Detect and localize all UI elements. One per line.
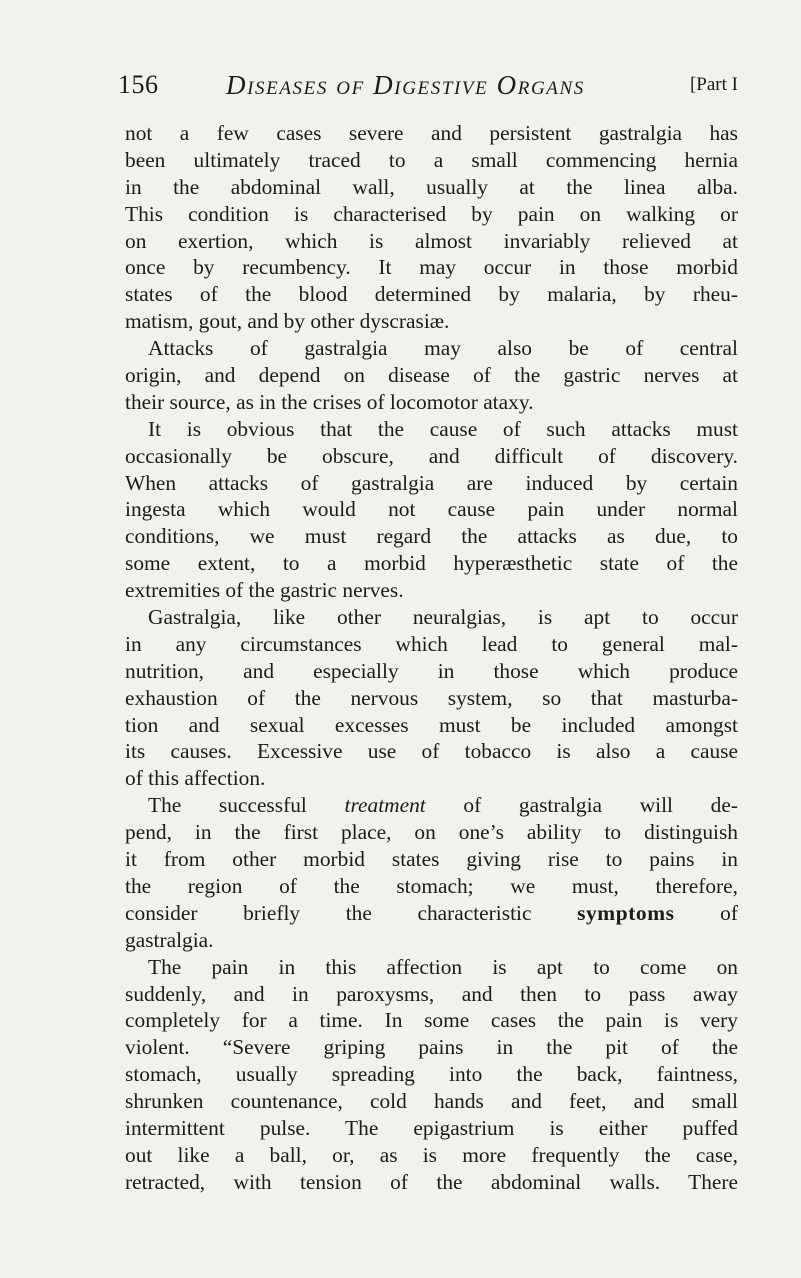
book-title: Diseases of Digestive Organs — [226, 70, 585, 100]
text-line: on exertion, which is almost invariably relieved at — [125, 228, 738, 253]
text-line: retracted, with tension of the abdominal walls. There — [125, 1169, 738, 1194]
text-line: its causes. Excessive use of tobacco is also a cause — [125, 739, 738, 764]
text-line: not a few cases severe and persistent gastralgia has — [125, 121, 738, 145]
text-line: in any circumstances which lead to general mal- — [125, 631, 738, 656]
text-line: completely for a time. In some cases the pain is very — [125, 1008, 738, 1033]
bold-term-symptoms: symptoms — [577, 900, 675, 925]
paragraph-start: It is obvious that the cause of such attacks must — [148, 416, 738, 441]
text-line: conditions, we must regard the attacks as due, to — [125, 524, 738, 549]
text-run: consider briefly the characteristic — [125, 900, 578, 925]
text-line: shrunken countenance, cold hands and feet, and small — [125, 1089, 738, 1114]
running-head — [118, 70, 738, 110]
part-label: [Part I — [689, 74, 738, 95]
paragraph-start: Gastralgia, like other neuralgias, is apt to occur — [148, 605, 738, 630]
paragraph-start: Attacks of gastralgia may also be of central — [148, 336, 738, 361]
text-line: matism, gout, and by other dyscrasiæ. — [125, 309, 450, 334]
text-line: gastralgia. — [125, 927, 214, 952]
page-number: 156 — [118, 70, 159, 99]
text-line: stomach, usually spreading into the back, faintness, — [125, 1062, 738, 1087]
text-line: nutrition, and especially in those which produce — [125, 658, 738, 683]
text-line: violent. “Severe griping pains in the pit of the — [125, 1035, 738, 1060]
text-line: extremities of the gastric nerves. — [125, 578, 404, 603]
text-line: intermittent pulse. The epigastrium is either puffed — [125, 1115, 738, 1140]
text-line: been ultimately traced to a small commencing hernia — [125, 147, 738, 172]
text-line: origin, and depend on disease of the gastric nerves at — [125, 363, 738, 388]
text-line: in the abdominal wall, usually at the linea alba. — [125, 174, 738, 199]
text-line: suddenly, and in paroxysms, and then to pass away — [125, 981, 738, 1006]
text-line: out like a ball, or, as is more frequently the case, — [125, 1142, 738, 1167]
text-line — [125, 900, 738, 927]
text-line: When attacks of gastralgia are induced by certain — [125, 470, 738, 495]
text-line: pend, in the first place, on one’s ability to distinguish — [125, 820, 738, 845]
text-line: the region of the stomach; we must, therefore, — [125, 873, 738, 898]
text-run: of — [674, 900, 738, 925]
body-text — [125, 120, 738, 1196]
text-line: This condition is characterised by pain on walking or — [125, 201, 738, 226]
text-line: exhaustion of the nervous system, so that masturba- — [125, 685, 738, 710]
text-line: their source, as in the crises of locomotor ataxy. — [125, 389, 534, 414]
text-line: it from other morbid states giving rise to pains in — [125, 847, 738, 872]
paragraph-start: The pain in this affection is apt to come on — [148, 954, 738, 979]
text-line: tion and sexual excesses must be included amongst — [125, 712, 738, 737]
text-line: occasionally be obscure, and difficult of discovery. — [125, 443, 738, 468]
paragraph-start — [125, 792, 738, 819]
text-line: states of the blood determined by malaria, by rheu- — [125, 282, 738, 307]
text-line: once by recumbency. It may occur in those morbid — [125, 255, 738, 280]
italic-term-treatment: treatment — [344, 793, 426, 818]
text-run: of gastralgia will de- — [425, 793, 738, 818]
text-line: of this affection. — [125, 766, 266, 791]
text-line: ingesta which would not cause pain under normal — [125, 497, 738, 522]
text-line: some extent, to a morbid hyperæsthetic state of the — [125, 551, 738, 576]
text-run: The successful — [148, 793, 345, 818]
